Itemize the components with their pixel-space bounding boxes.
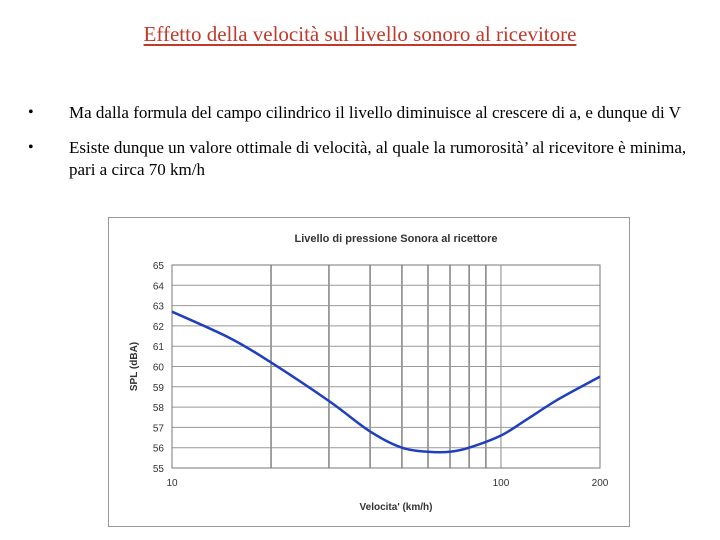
bullet-text: Ma dalla formula del campo cilindrico il livello diminuisce al crescere di a, e dunque di V [69, 103, 681, 122]
y-tick-label: 56 [152, 443, 164, 455]
y-tick-label: 55 [152, 464, 164, 475]
bullet-symbol: • [28, 139, 34, 156]
x-tick-label: 200 [591, 478, 609, 489]
slide-title-text: Effetto della velocità sul livello sonoro al ricevitore [143, 22, 577, 46]
y-tick-label: 57 [152, 423, 164, 435]
y-tick-label: 60 [152, 362, 164, 374]
y-tick-label: 61 [152, 342, 164, 354]
y-tick-label: 59 [152, 382, 164, 394]
x-tick-label: 100 [492, 478, 510, 489]
bullet-list [28, 102, 688, 194]
y-tick-label: 64 [152, 281, 164, 293]
bullet-item [28, 102, 688, 124]
bullet-symbol: • [28, 104, 34, 121]
x-axis-label: Velocita' (km/h) [359, 502, 433, 513]
chart-title: Livello di pressione Sonora al ricettore [294, 233, 498, 245]
y-axis-label: SPL (dBA) [129, 341, 140, 392]
y-tick-label: 65 [152, 261, 164, 272]
y-tick-label: 63 [152, 301, 164, 313]
spl-chart [109, 218, 629, 526]
series-line [172, 312, 600, 453]
slide-title [0, 22, 720, 47]
y-tick-label: 62 [152, 321, 164, 333]
x-tick-label: 10 [166, 478, 178, 489]
chart-container [108, 217, 630, 527]
bullet-text: Esiste dunque un valore ottimale di velocità, al quale la rumorosità’ al ricevitore è minima, pari a circa 70 km/h [69, 138, 687, 179]
y-tick-label: 58 [152, 403, 164, 415]
bullet-item [28, 137, 688, 181]
